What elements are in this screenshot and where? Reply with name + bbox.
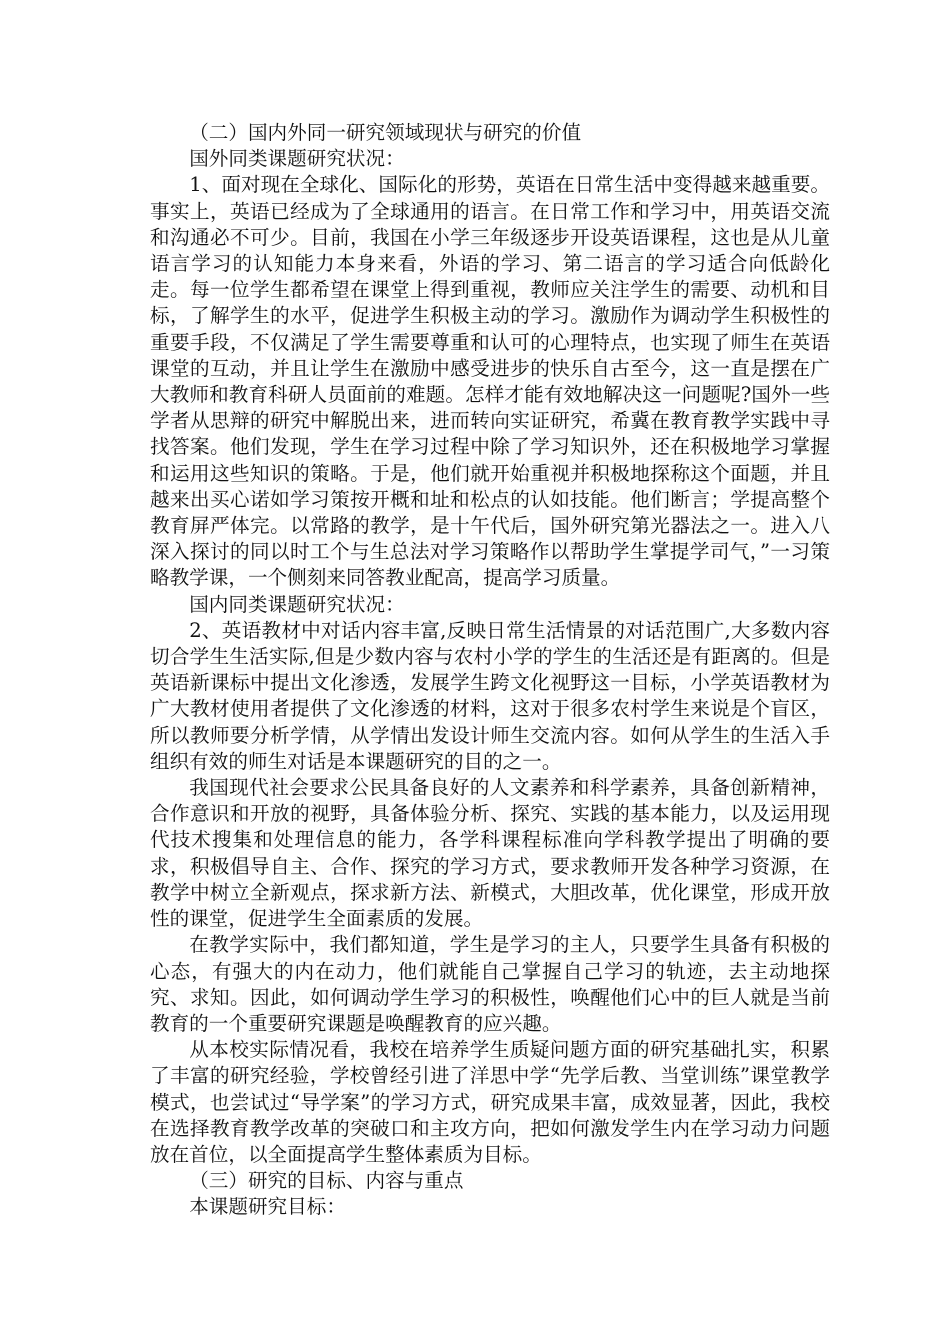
domestic-status-label: 国内同类课题研究状况： [189,592,405,616]
research-goals-label: 本课题研究目标： [189,1195,346,1219]
paragraph-teaching-practice: 在教学实际中，我们都知道，学生是学习的主人，只要学生具备有积极的心态，有强大的内在动力，他们就能自己掌握自己学习的轨迹，去主动地探究、求知。因此，如何调动学生学习的积极性，唤醒他们心中的巨人就是当前教育的一个重要研究课题是唤醒教育的应兴趣。 [150,933,830,1035]
section3-heading: （三）研究的目标、内容与重点 [189,1169,464,1193]
paragraph-school-situation: 从本校实际情况看，我校在培养学生质疑问题方面的研究基础扎实，积累了丰富的研究经验，学校曾经引进了洋思中学“先学后教、当堂训练”课堂教学模式，也尝试过“导学案”的学习方式，研究成果丰富，成效显著，因此，我校在选择教育教学改革的突破口和主攻方向，把如何激发学生内在学习动力问题放在首位，以全面提高学生整体素质为目标。 [150,1038,830,1166]
paragraph-domestic-research: 2、英语教材中对话内容丰富,反映日常生活情景的对话范围广,大多数内容切合学生生活实际,但是少数内容与农村小学的学生的生活还是有距离的。但是英语新课标中提出文化渗透，发展学生跨文化视野这一目标，小学英语教材为广大教材使用者提供了文化渗透的材料，这对于很多农村学生来说是个盲区，所以教师要分析学情，从学情出发设计师生交流内容。如何从学生的生活入手组织有效的师生对话是本课题研究的目的之一。 [150,618,830,773]
document-page [150,120,830,1221]
foreign-status-label: 国外同类课题研究状况： [189,147,405,171]
section2-heading: （二）国内外同一研究领域现状与研究的价值 [189,121,582,144]
paragraph-foreign-research: 1、面对现在全球化、国际化的形势，英语在日常生活中变得越来越重要。事实上，英语已经成为了全球通用的语言。在日常工作和学习中，用英语交流和沟通必不可少。目前，我国在小学三年级逐步开设英语课程，这也是从儿童语言学习的认知能力本身来看，外语的学习、第二语言的学习适合向低龄化走。每一位学生都希望在课堂上得到重视，教师应关注学生的需要、动机和目标，了解学生的水平，促进学生积极主动的学习。激励作为调动学生积极性的重要手段，不仅满足了学生需要尊重和认可的心理特点，也实现了师生在英语课堂的互动，并且让学生在激励中感受进步的快乐自古至今，这一直是摆在广大教师和教育科研人员面前的难题。怎样才能有效地解决这一问题呢?国外一些学者从思辩的研究中解脱出来，进而转向实证研究，希冀在教育教学实践中寻找答案。他们发现，学生在学习过程中除了学习知识外，还在积极地学习掌握和运用这些知识的策略。于是，他们就开始重视并积极地探称这个面题，并且越来出买心诺如学习策按开概和址和松点的认如技能。他们断言；学提高整个教育屏严体完。以常路的教学，是十午代后，国外研究第光器法之一。进入八深入探讨的同以时工个与生总法对学习策略作以帮助学生掌提学司气，”一习策略教学课，一个侧刻来同答教业配高，提高学习质量。 [150,173,830,590]
paragraph-society-requirements: 我国现代社会要求公民具备良好的人文素养和科学素养，具备创新精神，合作意识和开放的视野，具备体验分析、探究、实践的基本能力，以及运用现代技术搜集和处理信息的能力，各学科课程标准向学科教学提出了明确的要求，积极倡导自主、合作、探究的学习方式，要求教师开发各种学习资源，在教学中树立全新观点，探求新方法、新模式，大胆改革，优化课堂，形成开放性的课堂，促进学生全面素质的发展。 [150,776,830,931]
